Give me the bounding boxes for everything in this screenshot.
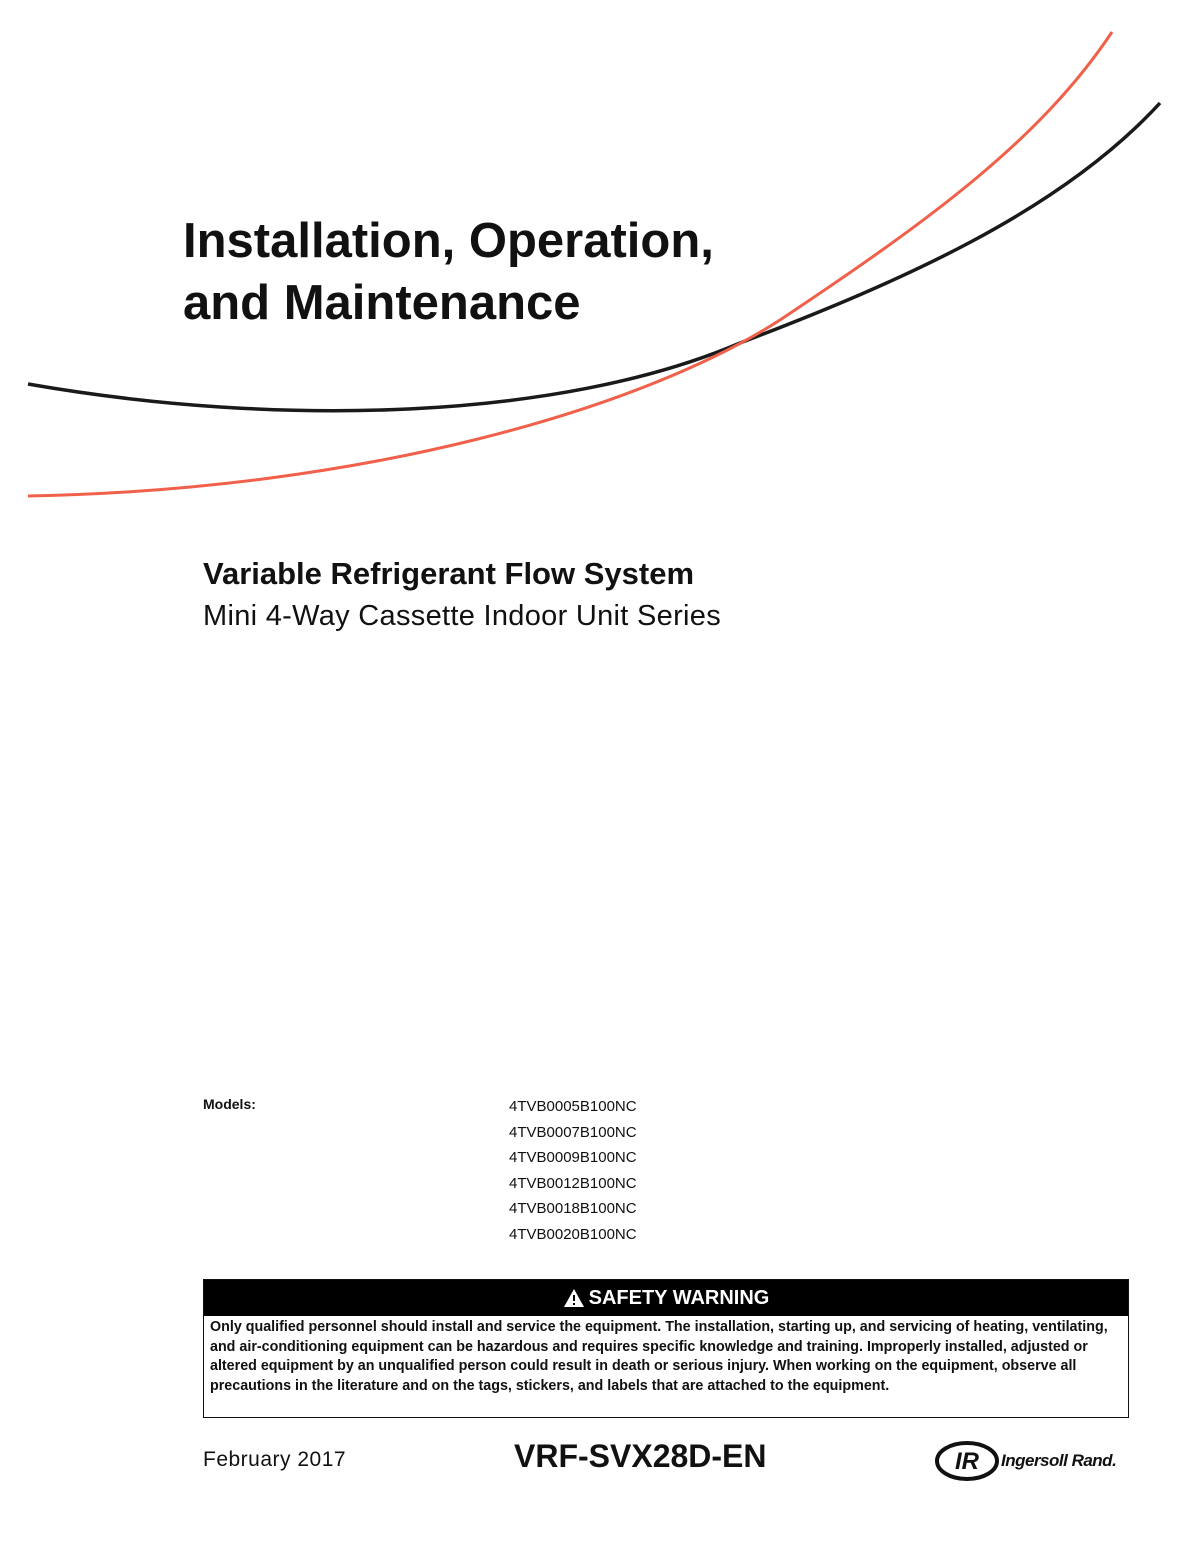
models-label: Models: xyxy=(203,1096,256,1112)
document-number: VRF-SVX28D-EN xyxy=(514,1438,767,1474)
ingersoll-rand-logo xyxy=(935,1440,1135,1482)
models-list xyxy=(509,1094,637,1248)
title-line-2: and Maintenance xyxy=(183,276,581,330)
model-item: 4TVB0018B100NC xyxy=(509,1200,637,1218)
warning-triangle-icon xyxy=(563,1288,585,1308)
document-title xyxy=(183,210,714,334)
model-item: 4TVB0012B100NC xyxy=(509,1174,637,1192)
safety-warning-header xyxy=(204,1280,1128,1316)
safety-warning-text: Only qualified personnel should install and service the equipment. The installation, starting up, and servicing of heating, ventilating, and air-conditioning equipment can be hazardous and requires specific knowledge and training. Improperly installed, adjusted or altered equipment by an unqualified person could result in death or serious injury. When working on the equipment, observe all precautions in the literature and on the tags, stickers, and labels that are attached to the equipment. xyxy=(210,1319,1108,1394)
model-item: 4TVB0020B100NC xyxy=(509,1225,637,1243)
model-item: 4TVB0007B100NC xyxy=(509,1123,637,1141)
ir-logo-icon xyxy=(935,1441,999,1481)
product-series: Mini 4-Way Cassette Indoor Unit Series xyxy=(203,600,722,632)
title-line-1: Installation, Operation, xyxy=(183,214,714,268)
safety-warning-box xyxy=(203,1279,1129,1418)
model-item: 4TVB0005B100NC xyxy=(509,1098,637,1115)
model-item: 4TVB0009B100NC xyxy=(509,1149,637,1167)
publication-date: February 2017 xyxy=(203,1448,347,1471)
logo-text: Ingersoll Rand. xyxy=(1001,1451,1117,1470)
safety-warning-heading: SAFETY WARNING xyxy=(588,1286,770,1309)
logo-mark-text: IR xyxy=(955,1448,979,1475)
product-subtitle: Variable Refrigerant Flow System xyxy=(203,556,695,591)
